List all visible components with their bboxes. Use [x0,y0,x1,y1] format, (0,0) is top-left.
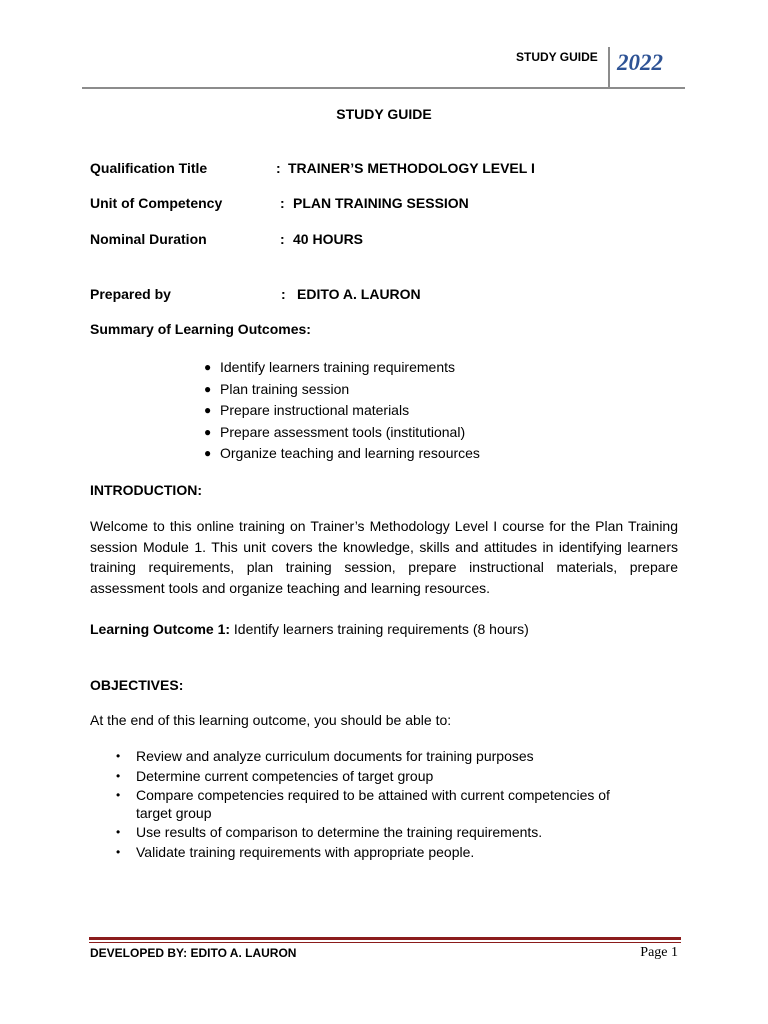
outcome-text: Organize teaching and learning resources [220,445,480,461]
introduction-paragraph: Welcome to this online training on Trainer’s Methodology Level I course for the Plan Training session Module 1. This unit covers the knowledge, skills and attitudes in identifying learners training requirements, plan training session, prepare instructional materials, prepare assessment tools and organize teaching and learning resources. [90,518,678,596]
summary-heading: Summary of Learning Outcomes: [90,321,311,337]
field-label: Nominal Duration [90,231,207,247]
bullet-icon: ● [204,360,212,374]
objective-text: Determine current competencies of target group [136,767,434,784]
bullet-icon: • [116,788,121,802]
field-value: PLAN TRAINING SESSION [293,195,469,211]
field-label: Unit of Competency [90,195,223,211]
list-item [204,358,480,380]
footer-developed-by: DEVELOPED BY: EDITO A. LAURON [90,946,297,960]
bullet-icon: • [116,749,121,763]
objective-text: Validate training requirements with appropriate people. [136,843,475,860]
field-label: Prepared by [90,286,171,302]
bullet-icon: ● [204,446,212,460]
footer-rule-thin [89,942,681,943]
field-value: TRAINER’S METHODOLOGY LEVEL I [288,160,535,176]
objectives-heading: OBJECTIVES: [90,677,184,693]
objective-text: Compare competencies required to be attained with current competencies of target group [136,787,610,821]
header-rule [82,87,685,89]
learning-outcome-label: Learning Outcome 1: [90,621,231,637]
bullet-icon: ● [204,381,212,396]
field-colon: : [280,195,285,211]
outcome-text: Prepare assessment tools (institutional) [220,423,466,440]
objectives-intro: At the end of this learning outcome, you should be able to: [90,712,452,728]
list-item [116,787,646,822]
bullet-icon: • [116,768,121,783]
outcome-text: Prepare instructional materials [220,402,410,418]
header-year: 2022 [617,50,663,75]
field-colon: : [281,286,286,302]
footer-rule [89,937,681,940]
objective-text: Use results of comparison to determine the training requirements. [136,824,543,840]
list-item [116,748,676,766]
bullet-icon: • [116,825,121,839]
list-item [116,843,676,862]
field-colon: : [276,160,281,176]
bullet-icon: ● [204,403,212,417]
bullet-icon: • [116,844,121,859]
document-title: STUDY GUIDE [336,106,432,122]
list-item [204,380,480,402]
list-item [204,444,480,466]
list-item [204,401,480,423]
learning-outcome-line [90,621,529,637]
objectives-list [116,748,676,863]
bullet-icon: ● [204,424,212,439]
learning-outcome-text: Identify learners training requirements (8 hours) [233,621,529,637]
header-label: STUDY GUIDE [516,50,598,64]
header-divider [608,47,610,87]
outcome-text: Plan training session [220,380,350,397]
field-value: EDITO A. LAURON [297,286,421,302]
list-item [204,423,480,445]
field-label: Qualification Title [90,160,208,176]
footer-page-number: Page 1 [640,945,678,960]
list-item [116,767,676,786]
objective-text: Review and analyze curriculum documents for training purposes [136,748,534,764]
outcome-text: Identify learners training requirements [220,359,456,375]
field-colon: : [280,231,285,247]
list-item [116,824,676,842]
field-value: 40 HOURS [293,231,364,247]
outcomes-list [204,358,480,466]
introduction-heading: INTRODUCTION: [90,482,202,498]
